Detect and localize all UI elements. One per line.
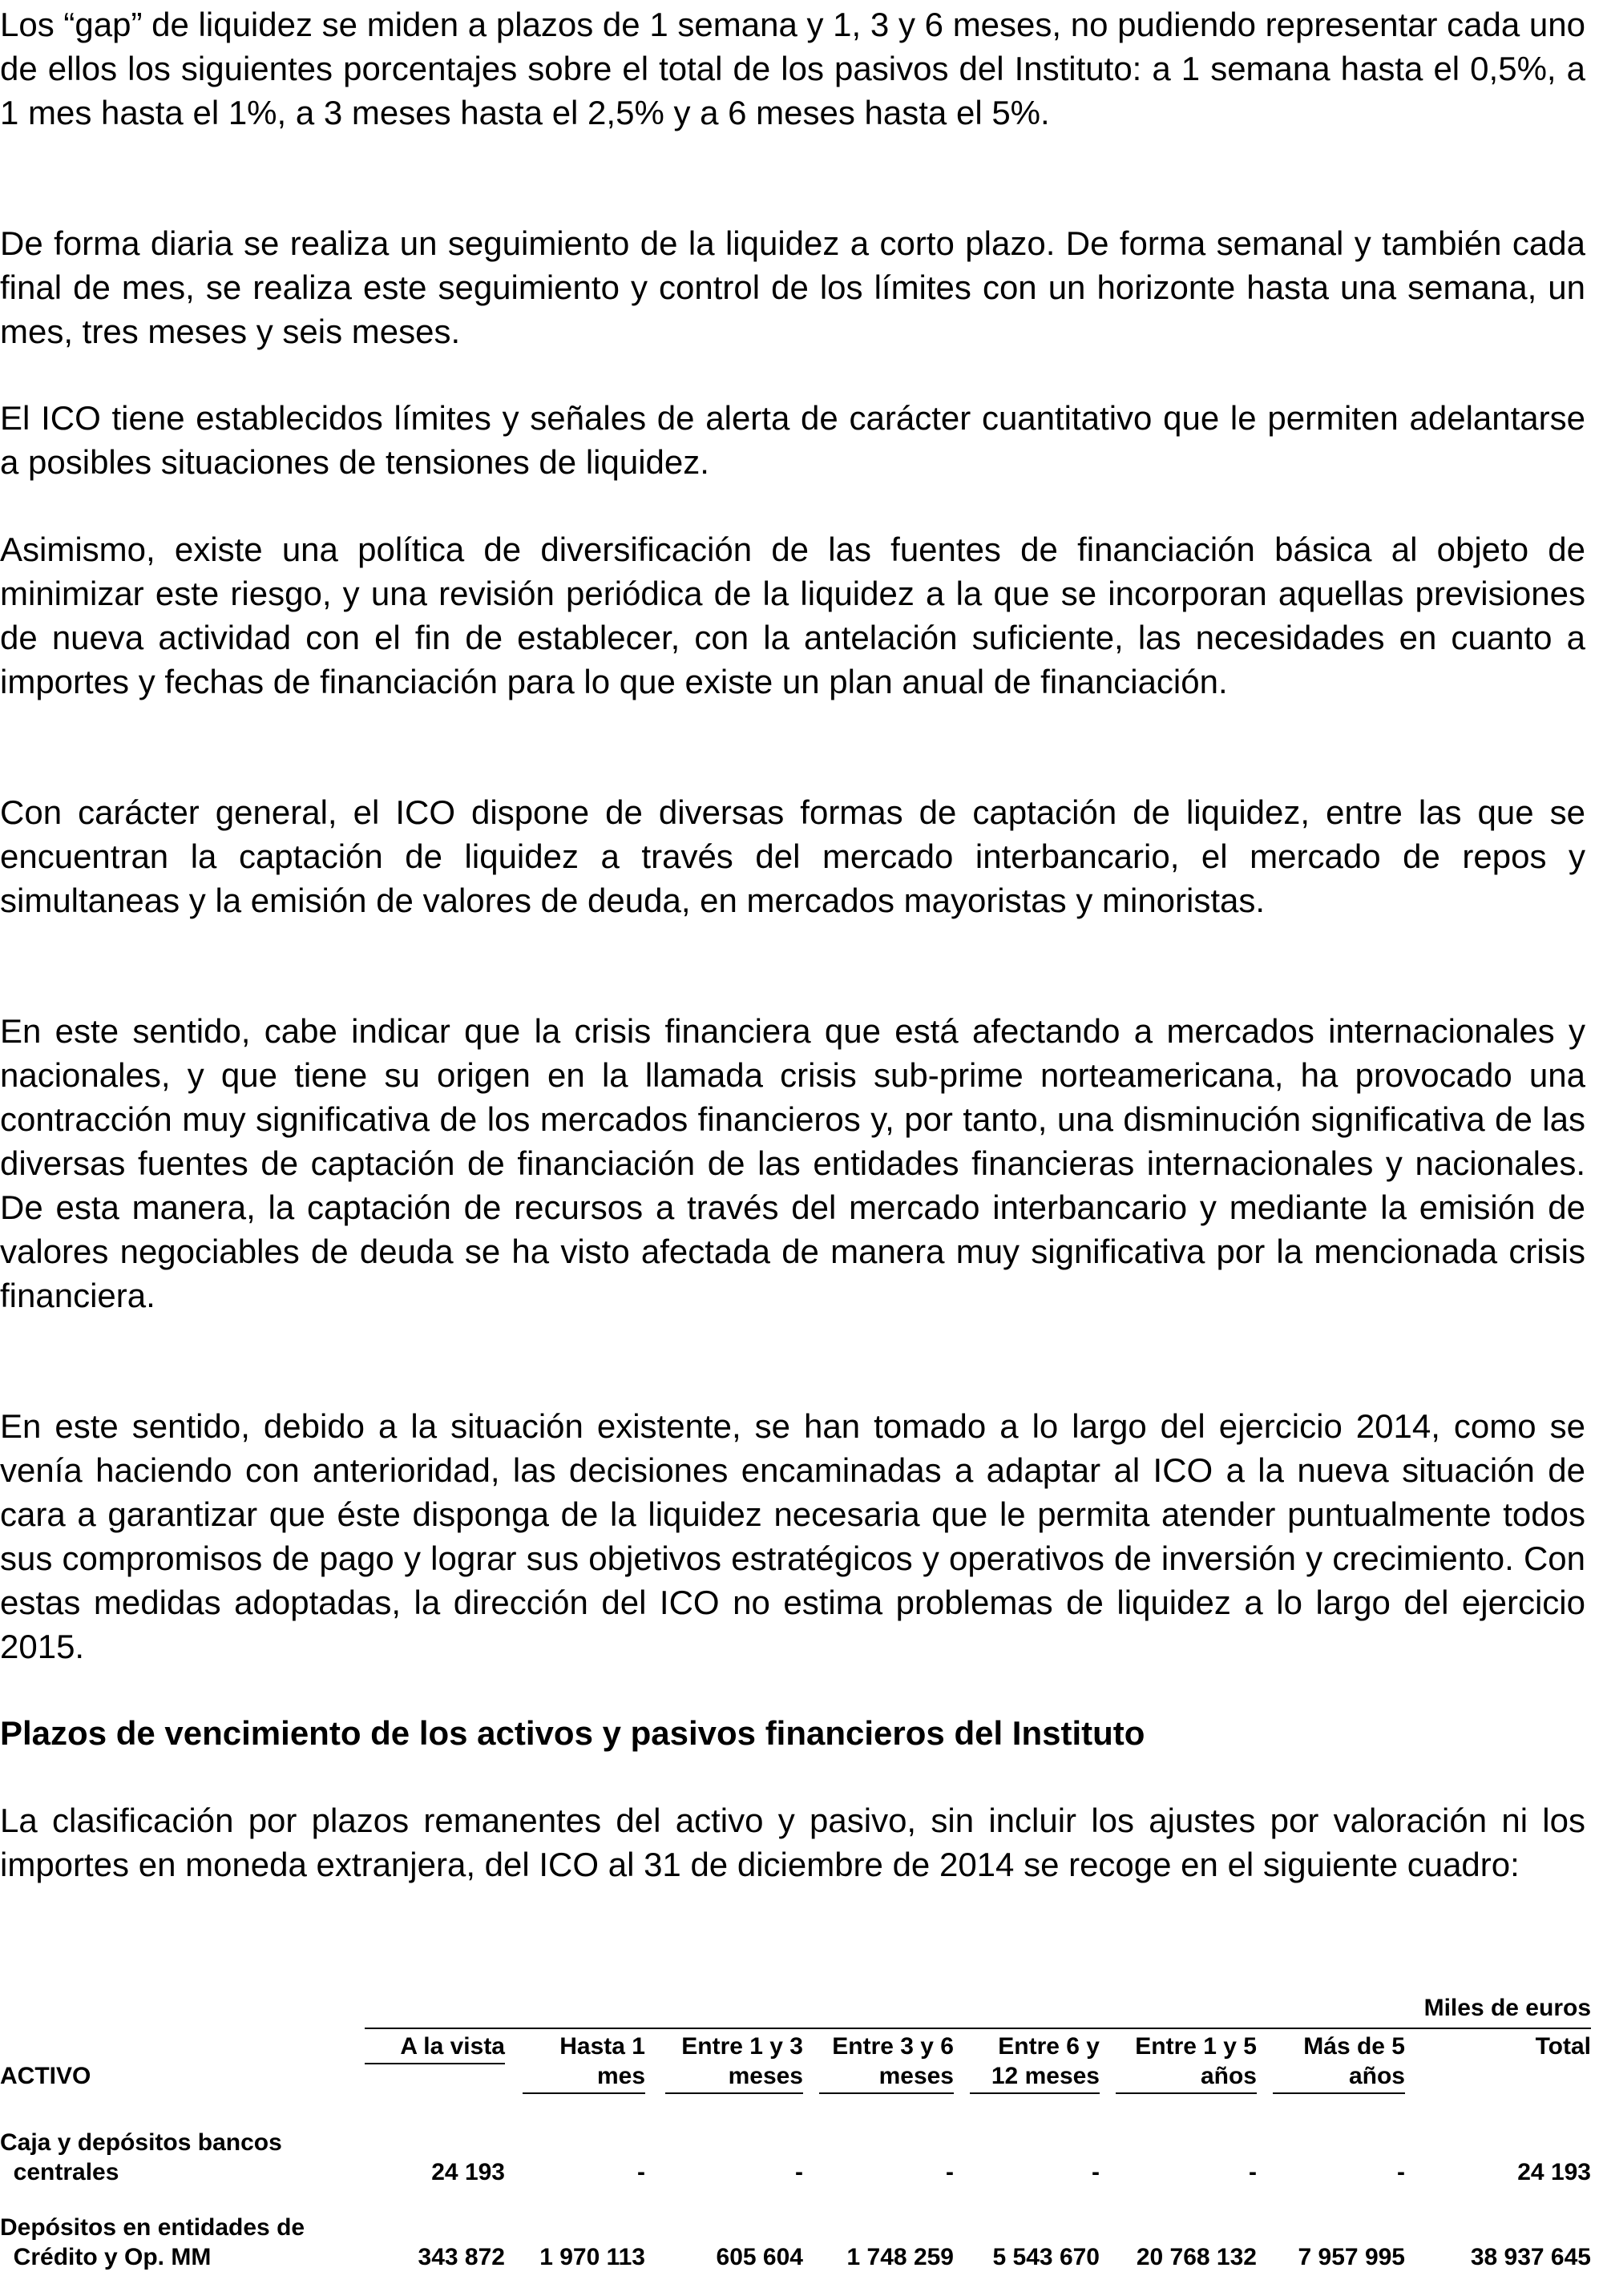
column-header-entre-6-y-12: Entre 6 y 12 meses	[970, 2032, 1100, 2094]
column-header-hasta-1-mes: Hasta 1 mes	[523, 2032, 645, 2094]
table-section-label: ACTIVO	[0, 2063, 91, 2089]
table-top-rule	[365, 2028, 1591, 2029]
paragraph-measures: En este sentido, debido a la situación existente, se han tomado a lo largo del ejercicio 2014, como se venía haciendo con anterioridad, las decisiones encaminadas a adaptar al ICO a la nueva situación de cara a garantizar que éste disponga de la liquidez necesaria que le permita atender puntualmente todos sus compromisos de pago y lograr sus objetivos estratégicos y operativos de inversión y crecimiento. Con estas medidas adoptadas, la dirección del ICO no estima problemas de liquidez a lo largo del ejercicio 2015.	[0, 1407, 1585, 1665]
paragraph-diversification: Asimismo, existe una política de diversificación de las fuentes de financiación básica al objeto de minimizar este riesgo, y una revisión periódica de la liquidez a la que se incorporan aquellas previsiones de nueva actividad con el fin de establecer, con la antelación suficiente, las necesidades en cuanto a importes y fechas de financiación para lo que existe un plan anual de financiación.	[0, 531, 1585, 700]
table-cell: 38 937 645	[1470, 2244, 1591, 2270]
table-cell: 343 872	[418, 2244, 505, 2270]
table-row-label-depositos: Depósitos en entidades de Crédito y Op. MM	[0, 2214, 305, 2270]
paragraph-limits: El ICO tiene establecidos límites y señales de alerta de carácter cuantitativo que le permiten adelantarse a posibles situaciones de tensiones de liquidez.	[0, 399, 1585, 481]
table-cell: 20 768 132	[1136, 2244, 1257, 2270]
paragraph-daily-monitoring: De forma diaria se realiza un seguimiento de la liquidez a corto plazo. De forma semanal y también cada final de mes, se realiza este seguimiento y control de los límites con un horizonte hasta una semana, un mes, tres meses y seis meses.	[0, 224, 1585, 350]
column-header-mas-de-5: Más de 5 años	[1273, 2032, 1405, 2094]
table-cell: -	[1249, 2159, 1257, 2185]
table-cell: -	[637, 2159, 645, 2185]
table-row-label-caja: Caja y depósitos bancos centrales	[0, 2129, 282, 2185]
table-unit-label: Miles de euros	[1423, 1995, 1591, 2021]
table-cell: 5 543 670	[992, 2244, 1100, 2270]
table-cell: 24 193	[431, 2159, 505, 2185]
paragraph-table-intro: La clasificación por plazos remanentes del activo y pasivo, sin incluir los ajustes por valoración ni los importes en moneda extranjera, del ICO al 31 de diciembre de 2014 se recoge en el siguiente cuadro:	[0, 1802, 1585, 1883]
table-cell: 1 748 259	[846, 2244, 954, 2270]
table-cell: 605 604	[716, 2244, 803, 2270]
paragraph-liquidity-gap: Los “gap” de liquidez se miden a plazos de 1 semana y 1, 3 y 6 meses, no pudiendo representar cada uno de ellos los siguientes porcentajes sobre el total de los pasivos del Instituto: a 1 semana hasta el 0,5%, a 1 mes hasta el 1%, a 3 meses hasta el 2,5% y a 6 meses hasta el 5%.	[0, 6, 1585, 131]
column-header-entre-1-y-3: Entre 1 y 3 meses	[665, 2032, 803, 2094]
table-cell: 1 970 113	[539, 2244, 645, 2270]
paragraph-funding-sources: Con carácter general, el ICO dispone de diversas formas de captación de liquidez, entre las que se encuentran la captación de liquidez a través del mercado interbancario, el mercado de repos y simultaneas y la emisión de valores de deuda, en mercados mayoristas y minoristas.	[0, 793, 1585, 919]
column-header-total: Total	[1535, 2033, 1591, 2060]
table-cell: -	[1397, 2159, 1405, 2185]
table-cell: 24 193	[1517, 2159, 1591, 2185]
table-cell: -	[946, 2159, 954, 2185]
paragraph-financial-crisis: En este sentido, cabe indicar que la crisis financiera que está afectando a mercados internacionales y nacionales, y que tiene su origen en la llamada crisis sub-prime norteamericana, ha provocado una contracción muy significativa de los mercados financieros y, por tanto, una disminución significativa de las diversas fuentes de captación de financiación de las entidades financieras internacionales y nacionales. De esta manera, la captación de recursos a través del mercado interbancario y mediante la emisión de valores negociables de deuda se ha visto afectada de manera muy significativa por la mencionada crisis financiera.	[0, 1012, 1585, 1314]
column-header-entre-1-y-5: Entre 1 y 5 años	[1116, 2032, 1257, 2094]
table-cell: 7 957 995	[1298, 2244, 1405, 2270]
column-header-entre-3-y-6: Entre 3 y 6 meses	[819, 2032, 954, 2094]
maturity-table	[0, 1983, 1591, 2288]
section-heading: Plazos de vencimiento de los activos y pasivos financieros del Instituto	[0, 1714, 1145, 1752]
table-cell: -	[795, 2159, 803, 2185]
table-cell: -	[1092, 2159, 1100, 2185]
column-header-a-la-vista: A la vista	[365, 2032, 505, 2064]
